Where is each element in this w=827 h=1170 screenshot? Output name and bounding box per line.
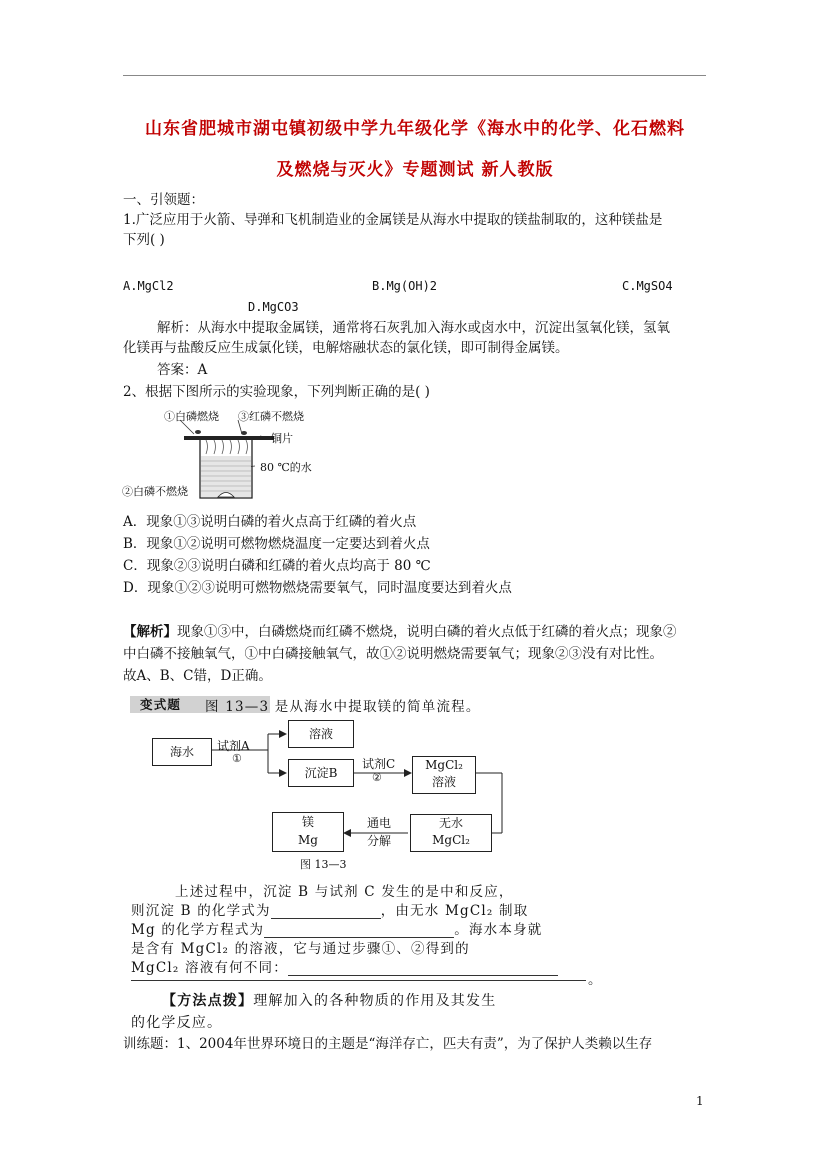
fig-label-hot-water: 80 ℃的水 bbox=[260, 461, 312, 474]
box-anhydrous-mgcl2 bbox=[410, 814, 492, 852]
q2-option-b: B．现象①②说明可燃物燃烧温度一定要达到着火点 bbox=[123, 536, 430, 552]
fig-label-red-phosphorus: ③红磷不燃烧 bbox=[238, 410, 304, 423]
step2-label: ② bbox=[372, 771, 382, 784]
q2-stem: 2、根据下图所示的实验现象，下列判断正确的是( ) bbox=[123, 384, 430, 400]
q1-option-b: B.Mg(OH)2 bbox=[372, 279, 438, 293]
section-heading: 一、引领题： bbox=[123, 192, 204, 208]
variant-text-line1: 上述过程中，沉淀 B 与试剂 C 发生的是中和反应， bbox=[175, 884, 514, 900]
q2-option-a: A．现象①③说明白磷的着火点高于红磷的着火点 bbox=[123, 514, 417, 530]
analysis-tag: 【解析】 bbox=[123, 624, 177, 640]
q1-option-c: C.MgSO4 bbox=[622, 279, 673, 293]
q1-stem-line2: 下列( ) bbox=[123, 232, 165, 248]
q2-option-d: D．现象①②③说明可燃物燃烧需要氧气，同时温度要达到着火点 bbox=[123, 580, 512, 596]
method-tag: 【方法点拨】 bbox=[162, 993, 254, 1009]
answer-blank-4 bbox=[131, 980, 586, 981]
box-precipitate-b: 沉淀B bbox=[288, 759, 354, 787]
variant-text-line3 bbox=[131, 918, 542, 938]
q1-option-d: D.MgCO3 bbox=[248, 300, 299, 314]
mgcl2-solution-word: 溶液 bbox=[431, 775, 456, 789]
variant-line2-part2: ，由无水 MgCl₂ 制取 bbox=[380, 903, 529, 919]
fig-label-white-phosphorus-burning: ①白磷燃烧 bbox=[164, 410, 219, 423]
reagent-c-label: 试剂C bbox=[362, 757, 396, 771]
variant-text-line2 bbox=[131, 899, 528, 919]
phosphorus-experiment-figure bbox=[120, 406, 380, 506]
training-question: 训练题：1、2004年世界环境日的主题是“海洋存亡，匹夫有责”，为了保护人类赖以生存 bbox=[123, 1036, 653, 1052]
method-text: 理解加入的各种物质的作用及其发生 bbox=[253, 993, 497, 1009]
magnesium-symbol: Mg bbox=[298, 833, 318, 847]
electrolysis-label-top: 通电 bbox=[367, 816, 392, 830]
anhydrous-formula: MgCl₂ bbox=[432, 833, 470, 847]
box-magnesium bbox=[272, 812, 344, 852]
mgcl2-formula: MgCl₂ bbox=[425, 758, 463, 772]
box-mgcl2-solution bbox=[412, 756, 476, 794]
variant-intro: 图 13—3 是从海水中提取镁的简单流程。 bbox=[205, 699, 481, 715]
variant-line3-part1: Mg 的化学方程式为 bbox=[131, 922, 265, 938]
q2-analysis-line1 bbox=[123, 622, 677, 642]
variant-line2-part1: 则沉淀 B 的化学式为 bbox=[131, 903, 271, 919]
box-seawater: 海水 bbox=[152, 738, 212, 766]
step1-label: ① bbox=[232, 752, 242, 765]
variant-line5-part1: MgCl₂ 溶液有何不同： bbox=[131, 960, 288, 976]
variant-text-line5 bbox=[131, 956, 558, 976]
page-number: 1 bbox=[696, 1094, 704, 1108]
q2-analysis-text: 现象①③中，白磷燃烧而红磷不燃烧，说明白磷的着火点低于红磷的着火点；现象② bbox=[177, 624, 677, 640]
q1-analysis-line2: 化镁再与盐酸反应生成氯化镁，电解熔融状态的氯化镁，即可制得金属镁。 bbox=[123, 340, 569, 356]
variant-end-period: 。 bbox=[588, 972, 603, 988]
q1-option-a: A.MgCl2 bbox=[123, 279, 174, 293]
method-line2: 的化学反应。 bbox=[131, 1015, 223, 1031]
reagent-a-label: 试剂A bbox=[217, 739, 250, 753]
variant-tag: 变式题 bbox=[140, 697, 182, 712]
method-line1 bbox=[162, 990, 496, 1010]
q1-stem-line1: 1.广泛应用于火箭、导弹和飞机制造业的金属镁是从海水中提取的镁盐制取的，这种镁盐是 bbox=[123, 212, 663, 228]
header-rule bbox=[123, 75, 706, 76]
variant-line3-part2: 。海水本身就 bbox=[454, 922, 543, 938]
figure-caption: 图 13—3 bbox=[300, 858, 347, 871]
magnesium-word: 镁 bbox=[301, 815, 314, 829]
doc-title-line1: 山东省肥城市湖屯镇初级中学九年级化学《海水中的化学、化石燃料 bbox=[145, 119, 685, 139]
fig-label-copper-plate: 铜片 bbox=[271, 432, 293, 445]
q2-analysis-line2: 中白磷不接触氧气，①中白磷接触氧气，故①②说明燃烧需要氧气；现象②③没有对比性。 bbox=[123, 646, 663, 662]
electrolysis-label-bottom: 分解 bbox=[367, 834, 392, 848]
q1-analysis-line1: 解析：从海水中提取金属镁，通常将石灰乳加入海水或卤水中，沉淀出氢氧化镁，氢氧 bbox=[157, 320, 670, 336]
box-solution: 溶液 bbox=[288, 720, 354, 748]
answer-blank-3 bbox=[288, 975, 558, 976]
variant-text-line4: 是含有 MgCl₂ 的溶液，它与通过步骤①、②得到的 bbox=[131, 941, 470, 957]
anhydrous-word: 无水 bbox=[438, 816, 463, 830]
fig-label-white-phosphorus-underwater: ②白磷不燃烧 bbox=[122, 485, 188, 498]
q1-answer: 答案：A bbox=[157, 362, 208, 378]
q2-analysis-line3: 故A、B、C错，D正确。 bbox=[123, 668, 272, 684]
q2-option-c: C．现象②③说明白磷和红磷的着火点均高于 80 ℃ bbox=[123, 558, 431, 574]
doc-title-line2: 及燃烧与灭火》专题测试 新人教版 bbox=[276, 160, 554, 180]
